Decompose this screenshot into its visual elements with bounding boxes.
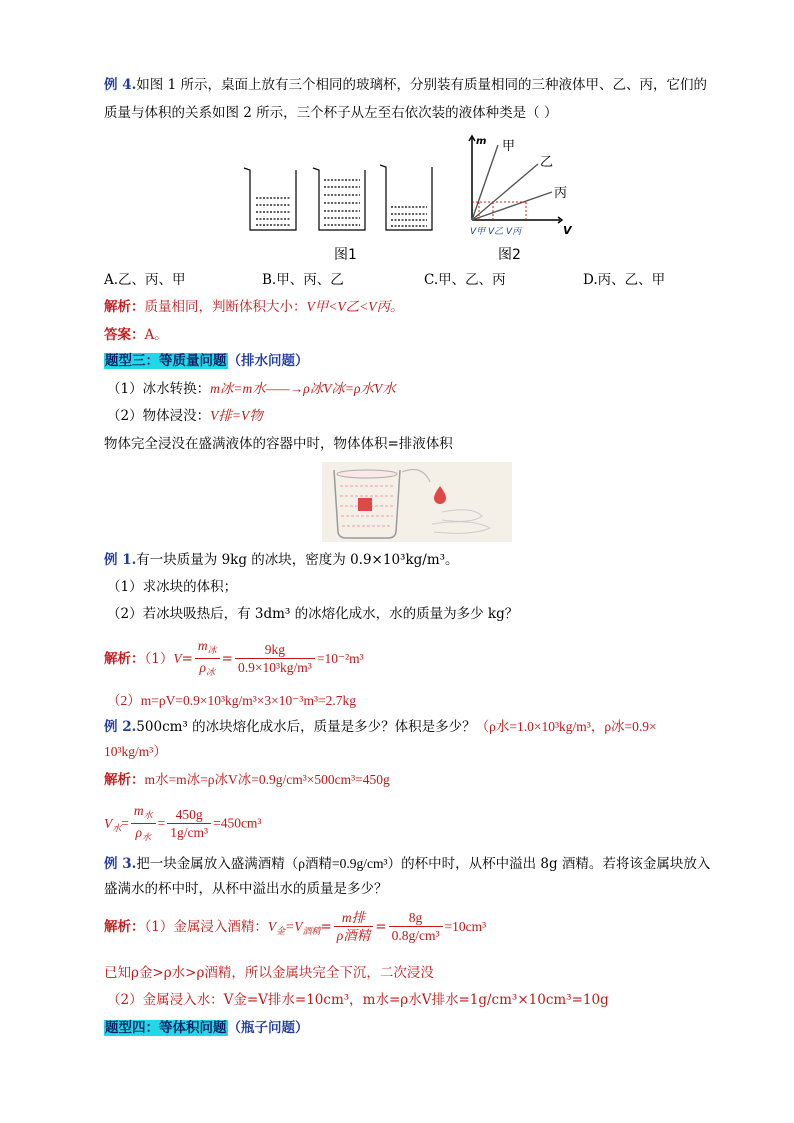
type3-item2 <box>107 405 263 427</box>
type3-item2-label: （2）物体浸没： <box>107 408 211 424</box>
beaker-left <box>244 168 296 230</box>
option-a[interactable]: A.乙、丙、甲 <box>104 272 186 288</box>
ex2-label: 例 2. <box>104 719 137 735</box>
ex1-a1-eq: = <box>181 651 193 667</box>
ex3-frac1 <box>334 910 373 945</box>
ex4-label: 例 4. <box>104 77 137 93</box>
ex3-text-a: 把一块金属放入盛满酒精（ <box>136 856 299 872</box>
ex1-frac2 <box>235 642 315 677</box>
type3-item2-formula: V排=V物 <box>210 408 263 423</box>
ex1-a1-den: 0.9×10³kg/m³ <box>237 660 312 675</box>
line-bing <box>472 192 552 220</box>
ex3-analysis-label: 解析： <box>104 919 145 935</box>
type3-subtitle: （排水问题） <box>227 353 309 369</box>
ex2-text: 500cm³ 的冰块熔化成水后，质量是多少？体积是多少？ <box>136 719 476 735</box>
ex2-analysis-text: m水=m冰=ρ冰V冰=0.9g/cm³×500cm³=450g <box>144 772 390 787</box>
ex2-frac-den: 1g/cm³ <box>170 825 209 840</box>
ex2-given: （ρ水=1.0×10³kg/m³，ρ冰=0.9× <box>475 719 657 734</box>
ex1-analysis <box>104 638 364 681</box>
ex2-volume: $V_水=$ $\frac{m_水}{\rho_水}$ = $\frac{450g}{\text{1g/cm³}}$ =450cm³ <box>104 803 261 846</box>
type3-note: 物体完全浸没在盛满液体的容器中时，物体体积=排液体积 <box>104 436 453 452</box>
ex4-text1: 如图 1 所示，桌面上放有三个相同的玻璃杯，分别装有质量相同的三种液体甲、乙、丙，它们的 <box>136 77 707 93</box>
ex2-result: =450cm³ <box>213 815 262 831</box>
ex3-frac1-num: m排 <box>334 910 373 927</box>
ex2-frac-num: 450g <box>167 807 211 824</box>
figure-2-mv-graph <box>460 130 580 240</box>
ex4-analysis <box>104 296 403 318</box>
option-b[interactable]: B.甲、丙、乙 <box>262 272 344 288</box>
ex1-a1-num: 9kg <box>235 642 315 659</box>
ex4-answer-text: A。 <box>144 327 168 343</box>
type3-item1-formula: m冰=m水——→ρ冰V冰=ρ水V水 <box>210 381 396 396</box>
type3-item1-label: （1）冰水转换： <box>107 381 211 397</box>
ex3-line2: 盛满水的杯中时，从杯中溢出水的质量是多少？ <box>104 881 388 897</box>
m-axis-label: m <box>476 136 487 147</box>
ex1-a2: （2）m=ρV=0.9×10³kg/m³×3×10⁻³m³=2.7kg <box>107 693 356 708</box>
beaker-middle <box>313 168 365 230</box>
ex3-a1-prefix: （1）金属浸入酒精： <box>144 919 268 935</box>
ex4-line2: 质量与体积的关系如图 2 所示，三个杯子从左至右依次装的液体种类是（ ） <box>104 105 558 121</box>
type3-title: 题型三：等质量问题 <box>105 353 227 369</box>
ex1-q1: （1）求冰块的体积； <box>107 579 238 595</box>
ex3-frac2-den: 0.8g/cm³ <box>391 928 440 943</box>
ex1-a1-prefix: （1） <box>144 651 174 667</box>
ex3-label: 例 3. <box>104 856 137 872</box>
ex1-a1-result: =10⁻²m³ <box>316 651 364 666</box>
type3-heading <box>104 350 309 372</box>
type4-heading <box>104 1017 309 1039</box>
ex1-q2: （2）若冰块吸热后，有 3dm³ 的冰熔化成水，水的质量为多少 kg？ <box>107 606 519 622</box>
label-yi: 乙 <box>540 155 554 170</box>
v-axis-label: V <box>563 224 572 237</box>
ex4-analysis-label: 解析： <box>104 299 145 315</box>
ex3-frac1-den: ρ酒精 <box>336 928 371 943</box>
label-jia: 甲 <box>502 139 516 154</box>
ex1-a1-v: V <box>173 651 182 666</box>
ex3-text-b: ρ酒精=0.9g/cm³ <box>298 856 388 871</box>
ex2-frac2 <box>167 807 211 842</box>
overflow-illustration <box>322 462 512 542</box>
ex3-known: 已知ρ金>ρ水>ρ酒精，所以金属块完全下沉，二次浸没 <box>104 965 434 981</box>
ex2-frac1: $\frac{m_水}{\rho_水}$ <box>131 803 156 846</box>
submerged-block <box>358 498 372 511</box>
ex2-line2: 10³kg/m³） <box>104 744 167 759</box>
ex2-analysis-label: 解析： <box>104 772 145 788</box>
ex4-answer <box>104 324 168 346</box>
ex1-label: 例 1. <box>104 552 137 568</box>
type4-title: 题型四：等体积问题 <box>105 1020 227 1036</box>
ex3-frac2-num: 8g <box>389 910 443 927</box>
ex3-text-c: ）的杯中时，从杯中溢出 8g 酒精。若将该金属块放入 <box>387 856 711 872</box>
figure-2-caption: 图2 <box>498 247 521 263</box>
figure-1-caption: 图1 <box>334 247 357 263</box>
ex4-options <box>104 269 704 291</box>
ex3-a1-result: =10cm³ <box>444 919 487 934</box>
type3-item1 <box>107 378 396 400</box>
ex3-frac2 <box>389 910 443 945</box>
type4-subtitle: （瓶子问题） <box>227 1020 309 1036</box>
ex4-analysis-text: 质量相同，判断体积大小： <box>144 299 307 315</box>
ex4-analysis-formula: V甲<V乙<V丙。 <box>306 299 404 314</box>
ex4-answer-label: 答案： <box>104 327 145 343</box>
ex2-line1 <box>104 716 657 738</box>
ex3-analysis: 解析：（1）金属浸入酒精：$V_金=V_{酒精}=$ $\frac{\text{m排}}{\text{ρ酒精}}$ = $\frac{8g}{\text{0.8g/cm³}}$ =10cm³ <box>104 910 487 943</box>
label-bing: 丙 <box>554 186 568 201</box>
ex4-line1 <box>104 74 707 96</box>
ex1-analysis-label: 解析： <box>104 651 145 667</box>
ex3-line1 <box>104 853 710 875</box>
ex1-text: 有一块质量为 9kg 的冰块，密度为 0.9×10³kg/m³。 <box>136 552 459 568</box>
ex1-frac1: $\frac{m_冰}{\rho_冰}$ <box>195 638 220 681</box>
beaker-right <box>380 165 432 230</box>
ex1-a1-eq2: = <box>221 651 233 667</box>
v-labels: V甲 V乙 V丙 <box>470 227 522 237</box>
ex3-a2: （2）金属浸入水：V金=V排水=10cm³，m水=ρ水V排水=1g/cm³×10cm³=10g <box>107 992 609 1008</box>
ex2-analysis <box>104 769 390 791</box>
option-c[interactable]: C.甲、乙、丙 <box>424 272 506 288</box>
ex1-line1 <box>104 549 459 571</box>
option-d[interactable]: D.丙、乙、甲 <box>583 272 666 288</box>
